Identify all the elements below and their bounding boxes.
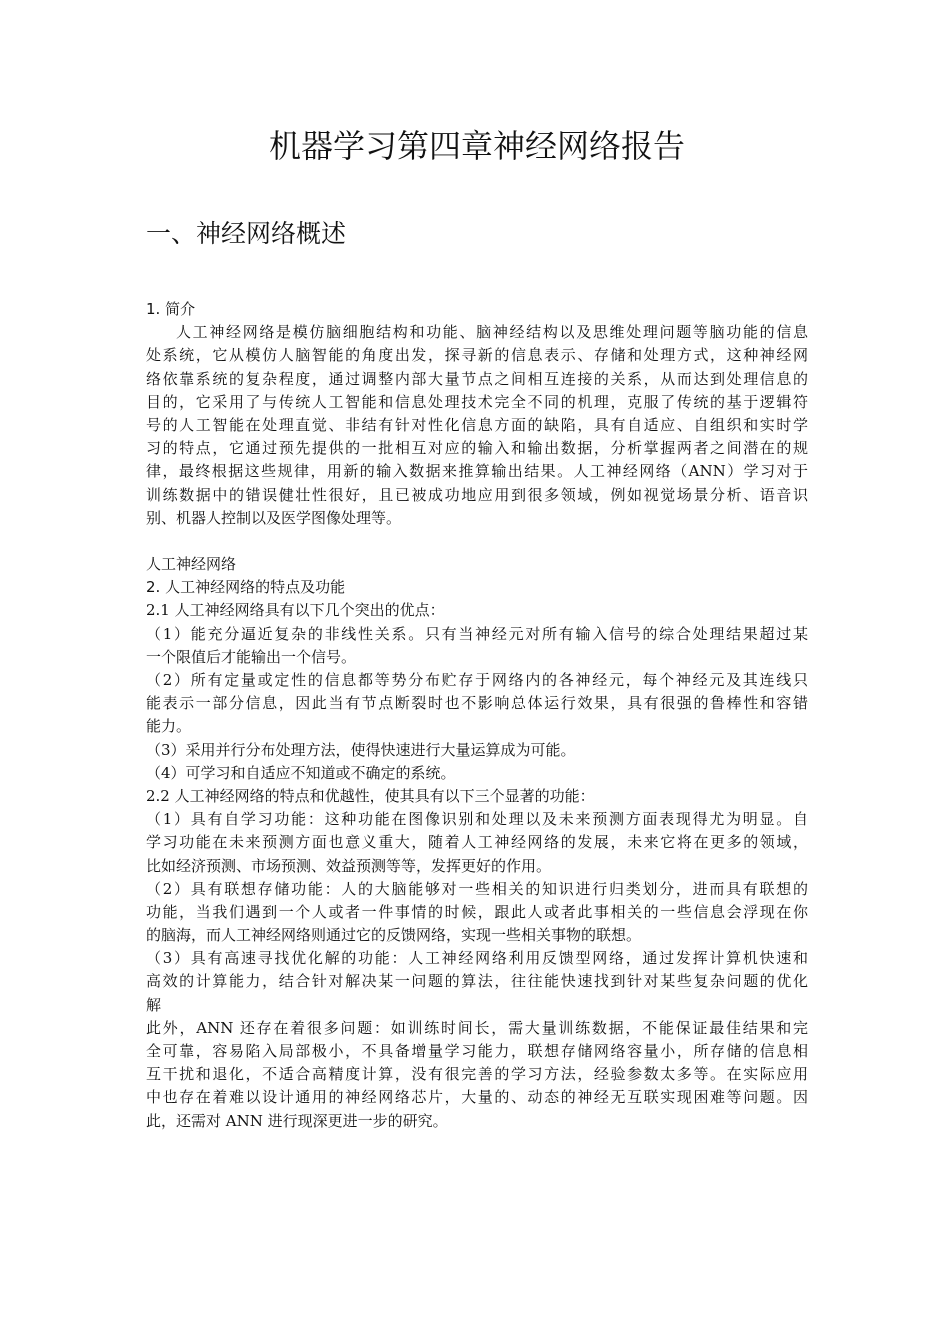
section-2-1-line: 一个限值后才能输出一个信号。 — [146, 647, 357, 666]
section-2-2-line: 高效的计算能力，结合针对解决某一问题的算法，往往能快速找到针对某些复杂问题的优化 — [146, 972, 808, 991]
paragraph-gap — [146, 530, 808, 553]
intro-line: 训练数据中的错误健壮性很好，且已被成功地应用到很多领域，例如视觉场景分析、语音识 — [146, 485, 808, 504]
section-2-2-line: 解 — [146, 995, 162, 1014]
section-2-1-line: 2.1 人工神经网络具有以下几个突出的优点： — [146, 601, 445, 620]
closing-line: 此，还需对 ANN 进行现深更进一步的研究。 — [146, 1111, 448, 1130]
section-2-2-line: （1）具有自学习功能：这种功能在图像识别和处理以及未来预测方面表现得尤为明显。自 — [146, 810, 808, 829]
ann-heading: 人工神经网络 — [146, 555, 237, 574]
closing-line: 全可靠，容易陷入局部极小，不具备增量学习能力，联想存储网络容量小，所存储的信息相 — [146, 1042, 808, 1060]
section-2-2-line: （2）具有联想存储功能：人的大脑能够对一些相关的知识进行归类划分，进而具有联想的 — [146, 879, 808, 898]
section-2-2-line: 功能，当我们遇到一个人或者一件事情的时候，跟此人或者此事相关的一些信息会浮现在你 — [146, 902, 808, 921]
intro-line: 习的特点，它通过预先提供的一批相互对应的输入和输出数据，分析掌握两者之间潜在的规 — [146, 439, 808, 458]
closing-line: 互干扰和退化，不适合高精度计算，没有很完善的学习方法，经验参数太多等。在实际应用 — [146, 1065, 808, 1084]
section-2-2-line: 学习功能在未来预测方面也意义重大，随着人工神经网络的发展，未来它将在更多的领域， — [146, 833, 808, 852]
closing-line: 中也存在着难以设计通用的神经网络芯片，大量的、动态的神经无互联实现困难等问题。因 — [146, 1088, 808, 1107]
section-2-2-line: 2.2 人工神经网络的特点和优越性，使其具有以下三个显著的功能： — [146, 786, 595, 805]
section-2-1-line: （2）所有定量或定性的信息都等势分布贮存于网络内的各神经元，每个神经元及其连线只 — [146, 671, 808, 689]
section-2-2-line: （3）具有高速寻找优化解的功能：人工神经网络利用反馈型网络，通过发挥计算机快速和 — [146, 949, 808, 968]
section-2-2-line: 的脑海，而人工神经网络则通过它的反馈网络，实现一些相关事物的联想。 — [146, 926, 642, 945]
document-body — [146, 298, 808, 1133]
intro-line: 律，最终根据这些规律，用新的输入数据来推算输出结果。人工神经网络（ANN）学习对于 — [146, 462, 808, 481]
closing-line: 此外，ANN 还存在着很多问题：如训练时间长，需大量训练数据，不能保证最佳结果和完 — [146, 1018, 808, 1037]
section-2-1-line: 能表示一部分信息，因此当有节点断裂时也不影响总体运行效果，具有很强的鲁棒性和容错 — [146, 694, 808, 713]
intro-line: 别、机器人控制以及医学图像处理等。 — [146, 508, 402, 527]
intro-line: 人工神经网络是模仿脑细胞结构和功能、脑神经结构以及思维处理问题等脑功能的信息 — [176, 323, 808, 342]
section-2-1-line: （4）可学习和自适应不知道或不确定的系统。 — [146, 763, 456, 782]
document-title: 机器学习第四章神经网络报告 — [268, 127, 685, 165]
section-2-1-line: （3）采用并行分布处理方法，使得快速进行大量运算成为可能。 — [146, 740, 576, 759]
section-2-1-line: 能力。 — [146, 717, 192, 736]
intro-heading: 1. 简介 — [146, 300, 196, 318]
intro-line: 络依靠系统的复杂程度，通过调整内部大量节点之间相互连接的关系，从而达到处理信息的 — [146, 369, 808, 388]
features-heading: 2. 人工神经网络的特点及功能 — [146, 578, 346, 597]
section-2-1-line: （1）能充分逼近复杂的非线性关系。只有当神经元对所有输入信号的综合处理结果超过某 — [146, 624, 808, 643]
section-heading: 一、神经网络概述 — [146, 219, 347, 248]
intro-line: 号的人工智能在处理直觉、非结有针对性化信息方面的缺陷，具有自适应、自组织和实时学 — [146, 415, 808, 434]
intro-line: 目的，它采用了与传统人工智能和信息处理技术完全不同的机理，克服了传统的基于逻辑符 — [146, 392, 808, 411]
intro-line: 处系统，它从模仿人脑智能的角度出发，探寻新的信息表示、存储和处理方式，这种神经网 — [146, 346, 808, 365]
section-2-2-line: 比如经济预测、市场预测、效益预测等等，发挥更好的作用。 — [146, 856, 552, 875]
